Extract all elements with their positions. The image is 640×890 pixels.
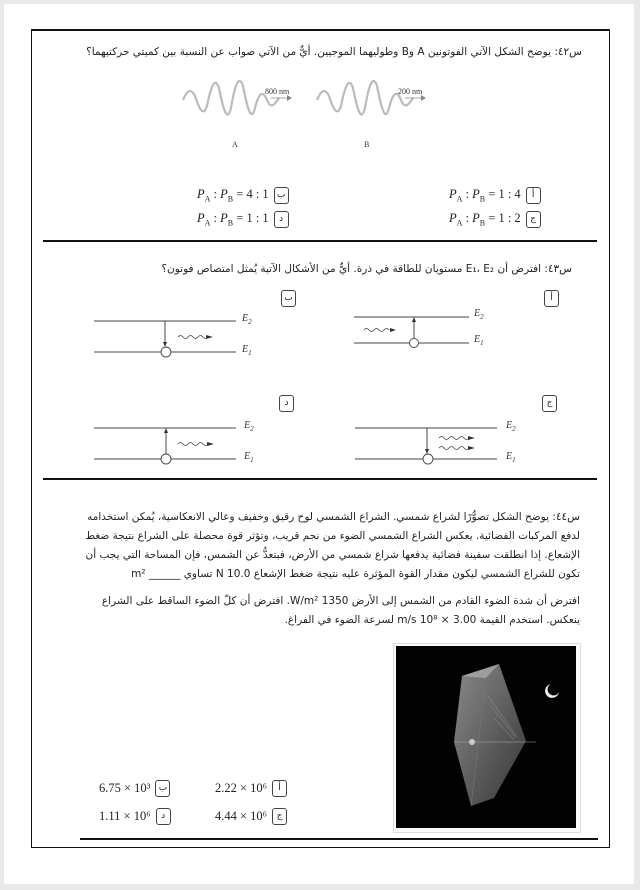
q42-option-a-expr: $P_A$ : $P_B = 1$ : 4 [449,187,521,204]
q44-option-c-value: 4.44 × 10⁶ [215,809,268,823]
q44-option-b-letter: ب [155,780,170,797]
q42-option-a-letter: أ [526,187,541,204]
wave-b-wavelength: 200 nm [398,87,423,96]
q44-option-c[interactable] [215,808,287,825]
q43-option-d-letter[interactable]: د [279,395,294,412]
q44-paragraph-1: س٤٤: يوضح الشكل تصوُّرًا لشراع شمسي. الشراع الشمسي لوح رقيق وخفيف وعالي الانعكاسية، يُمكن استخدامه لدفع المركبات الفضائية. يعكس الشراع الشمسي الضوء من نجم قريب، وتؤثر قوة محصلة على الشراع نتيجة ضغط الإشعاع. إذا انطلقت سفينة فضائية يدفعها شراع شمسي من الأرض، فبتعدُّ عن الشمس، فإن المساحة التي يجب أن تكون للشراع الشمسي ليكون مقدار القوة المؤثرة عليه نتيجة ضغط الإشعاع 10.0 N تساوي ______ m² [85,511,580,580]
q43-diagram-b[interactable] [94,315,244,361]
q42-option-c-letter: ج [526,211,541,228]
wave-a-label: A [232,140,238,149]
q43-a-e2-label: $E_2$ [474,308,484,321]
q42-option-c-expr: $P_A$ : $P_B = 1$ : 2 [449,211,521,228]
q42-option-a[interactable] [449,187,541,204]
wave-a-wavelength: 800 nm [265,87,290,96]
q44-option-a-letter: أ [272,780,287,797]
q43-a-e1-label: $E_1$ [474,334,484,347]
q43-d-e2-label: $E_2$ [244,420,254,433]
q43-diagram-a[interactable] [354,310,484,350]
q43-option-b-letter[interactable]: ب [281,290,296,307]
q42-option-d-letter: د [274,211,289,228]
q42-divider [43,240,597,242]
q43-b-e2-label: $E_2$ [242,313,252,326]
q43-c-e1-label: $E_1$ [506,451,516,464]
q42-option-b-expr: $P_A$ : $P_B = 4$ : 1 [197,187,269,204]
q44-option-d[interactable] [99,808,171,825]
q43-option-a-letter[interactable]: أ [544,290,559,307]
q42-option-b-letter: ب [274,187,289,204]
q43-c-e2-label: $E_2$ [506,420,516,433]
q44-option-d-value: 1.11 × 10⁶ [99,809,151,823]
wave-b-label: B [364,140,370,149]
q44-paragraph-2: افترض أن شدة الضوء القادم من الشمس إلى الأرض 1350 W/m². افترض أن كلّ الضوء الساقط على الشراع ينعكس. استخدم القيمة 3.00 × 10⁸ m/s لسرعة الضوء في الفراغ. [101,595,580,626]
solar-sail-icon [396,646,576,828]
solar-sail-image [396,646,576,828]
q44-option-b-value: 6.75 × 10³ [99,781,151,795]
q44-option-a[interactable] [215,780,287,797]
q42-option-c[interactable] [449,211,541,228]
q44-option-c-letter: ج [272,808,287,825]
q44-option-b[interactable] [99,780,170,797]
q43-question-text: س٤٣: افترض أن E₁، E₂ مستويان للطاقة في ذرة. أيٌّ من الأشكال الآتية يُمثل امتصاص فوتون؟ [161,263,572,275]
q44-option-a-value: 2.22 × 10⁶ [215,781,268,795]
q42-option-b[interactable] [197,187,289,204]
q43-diagram-d[interactable] [94,422,244,470]
q42-option-d-expr: $P_A$ : $P_B = 1$ : 1 [197,211,269,228]
q43-d-e1-label: $E_1$ [244,451,254,464]
q43-divider [43,478,597,480]
q43-b-e1-label: $E_1$ [242,344,252,357]
q43-diagram-c[interactable] [355,422,505,470]
q44-divider [80,838,598,840]
q44-option-d-letter: د [156,808,171,825]
q42-option-d[interactable] [197,211,289,228]
q43-option-c-letter[interactable]: ج [542,395,557,412]
q42-question-text: س٤٢: يوضح الشكل الآتي الفوتونين A وB وطوليهما الموجيين. أيٌّ من الآتي صواب عن النسبة بين كميتي حركتيهما؟ [86,46,582,58]
